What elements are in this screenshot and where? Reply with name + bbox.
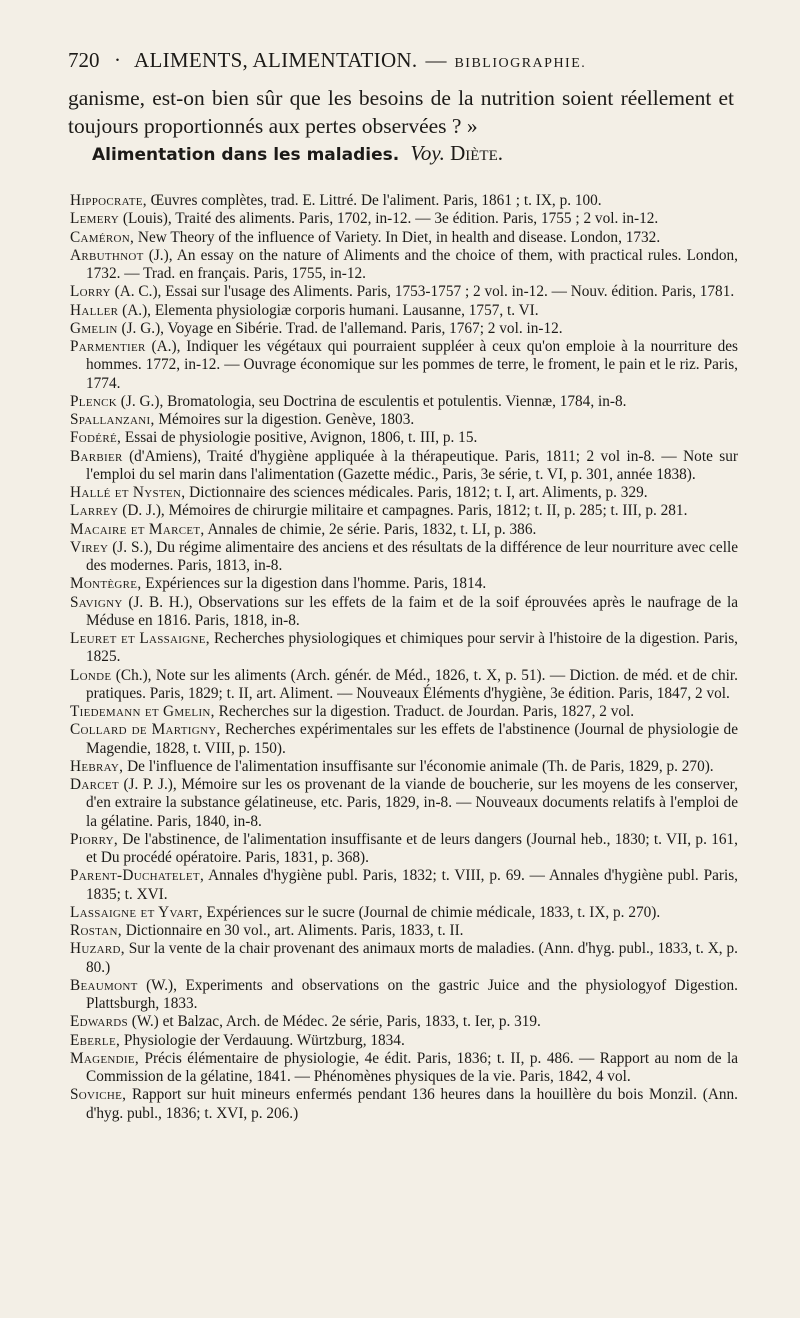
reference-entry [70,758,738,776]
reference-author: Eberle, [70,1031,121,1049]
reference-entry [70,940,738,977]
reference-text: Annales de chimie, 2e série. Paris, 1832, t. LI, p. 386. [204,520,537,538]
reference-author: Edwards [70,1013,128,1031]
reference-text: (J. G.), Bromatologia, seu Doctrina de esculentis et potulentis. Viennæ, 1784, in-8. [116,392,627,410]
reference-text: Œuvres complètes, trad. E. Littré. De l'aliment. Paris, 1861 ; t. IX, p. 100. [146,192,602,209]
header-title: ALIMENTS, ALIMENTATION. [134,48,418,72]
reference-text: Mémoires sur la digestion. Genève, 1803. [154,411,415,428]
reference-list [70,192,738,1123]
reference-author: Rostan, [70,922,122,939]
reference-text: De l'abstinence, de l'alimentation insuffisante et de leurs dangers (Journal heb., 1830; t. VII, p. 161, et Du procédé opératoire. Paris, 1831, p. 368). [86,830,738,866]
header-subtitle: BIBLIOGRAPHIE. [454,56,587,71]
reference-author: Macaire et Marcet, [70,520,205,538]
reference-entry [70,521,738,539]
reference-entry [70,502,738,520]
reference-text: Annales d'hygiène publ. Paris, 1832; t. VIII, p. 69. — Annales d'hygiène publ. Paris, 1835; t. XVI. [86,867,738,903]
section-title: Alimentation dans les maladies. [92,145,400,165]
reference-text: (J. G.), Voyage en Sibérie. Trad. de l'allemand. Paris, 1767; 2 vol. in-12. [117,319,563,337]
reference-text: De l'influence de l'alimentation insuffisante sur l'économie animale (Th. de Paris, 1829, p. 270). [123,757,714,775]
reference-text: Recherches physiologiques et chimiques pour servir à l'histoire de la digestion. Paris, 1825. [86,630,738,666]
section-target: Diète. [450,141,503,165]
reference-entry [70,867,738,904]
reference-entry [70,411,738,429]
reference-author: Huzard, [70,940,125,958]
reference-author: Parent-Duchatelet, [70,867,205,885]
reference-author: Fodéré, [70,429,122,447]
reference-text: Recherches expérimentales sur les effets de l'abstinence (Journal de physiologie de Magendie, 1828, t. VIII, p. 150). [86,721,738,757]
reference-entry [70,1013,738,1031]
header-bullet: · [114,48,121,72]
reference-entry [70,630,738,667]
reference-entry [70,1050,738,1087]
reference-author: Hebray, [70,757,124,775]
reference-text: (D. J.), Mémoires de chirurgie militaire et campagnes. Paris, 1812; t. II, p. 285; t. III, p. 281. [118,502,688,520]
reference-text: (J. B. H.), Observations sur les effets de la faim et de la soif éprouvées après le naufrage de la Méduse en 1816. Paris, 1818, in-8. [86,593,738,629]
reference-author: Barbier [70,447,123,465]
reference-entry [70,429,738,447]
reference-entry [70,703,738,721]
reference-author: Arbuthnot [70,246,144,264]
reference-author: Savigny [70,593,123,611]
reference-author: Magendie, [70,1049,140,1067]
reference-entry [70,1086,738,1123]
reference-text: Expériences sur le sucre (Journal de chimie médicale, 1833, t. IX, p. 270). [202,903,661,921]
reference-text: (J. P. J.), Mémoire sur les os provenant de la viande de boucherie, sur les moyens de les conserver, d'en extraire la substance gélatineuse, etc. Paris, 1829, in-8. — Nouveaux documents relatifs à l'emploi de la gélatine. Paris, 1840, in-8. [86,776,738,830]
reference-entry [70,448,738,485]
section-heading [92,140,732,168]
reference-text: (d'Amiens), Traité d'hygiène appliquée à la thérapeutique. Paris, 1811; 2 vol in-8. — Note sur l'emploi du sel marin dans l'alimentation (Gazette médic., Paris, 3e série, t. VI, p. 301, année 1838). [86,447,738,483]
reference-author: Plenck [70,392,117,410]
reference-entry [70,721,738,758]
reference-text: (J.), An essay on the nature of Aliments and the choice of them, with practical rules. London, 1732. — Trad. en français. Paris, 1755, in-12. [86,246,738,282]
running-header [68,48,748,73]
reference-entry [70,247,738,284]
reference-text: (Louis), Traité des aliments. Paris, 1702, in-12. — 3e édition. Paris, 1755 ; 2 vol. in-12. [119,210,659,228]
reference-author: Virey [70,538,109,556]
reference-entry [70,539,738,576]
reference-author: Montègre, [70,575,142,593]
reference-text: Précis élémentaire de physiologie, 4e édit. Paris, 1836; t. II, p. 486. — Rapport au nom de la Commission de la gélatine, 1841. — Phénomènes physiques de la vie. Paris, 1842, 4 vol. [86,1049,738,1085]
reference-entry [70,338,738,393]
reference-author: Caméron, [70,228,135,246]
reference-entry [70,210,738,228]
intro-paragraph: ganisme, est-on bien sûr que les besoins de la nutrition soient réellement et toujours proportionnés aux pertes observées ? » [68,86,734,138]
reference-entry [70,575,738,593]
reference-author: Leuret et Lassaigne, [70,630,210,647]
reference-author: Tiedemann et Gmelin, [70,703,215,720]
reference-entry [70,904,738,922]
reference-entry [70,320,738,338]
reference-text: New Theory of the influence of Variety. In Diet, in health and disease. London, 1732. [134,228,661,246]
reference-entry [70,1032,738,1050]
reference-text: Rapport sur huit mineurs enfermés pendant 136 heures dans la houillère du bois Monzil. (Ann. d'hyg. publ., 1836; t. XVI, p. 206.) [86,1086,738,1122]
reference-author: Haller [70,301,119,319]
reference-author: Beaumont [70,976,138,994]
reference-text: Essai de physiologie positive, Avignon, 1806, t. III, p. 15. [121,429,478,447]
reference-entry [70,922,738,940]
reference-author: Gmelin [70,319,118,337]
reference-author: Soviche, [70,1086,127,1104]
reference-text: Recherches sur la digestion. Traduct. de Jourdan. Paris, 1827, 2 vol. [214,703,635,720]
reference-entry [70,484,738,502]
reference-text: (A. C.), Essai sur l'usage des Aliments. Paris, 1753-1757 ; 2 vol. in-12. — Nouv. édition. Paris, 1781. [110,283,735,301]
reference-author: Collard de Martigny, [70,721,221,739]
reference-text: (A.), Elementa physiologiæ corporis humani. Lausanne, 1757, t. VI. [118,301,539,319]
reference-text: Physiologie der Verdauung. Würtzburg, 1834. [120,1031,405,1049]
reference-author: Lorry [70,283,111,301]
reference-entry [70,393,738,411]
reference-entry [70,831,738,868]
reference-author: Piorry, [70,830,119,848]
reference-text: (Ch.), Note sur les aliments (Arch. génér. de Méd., 1826, t. X, p. 51). — Diction. de méd. et de chir. pratiques. Paris, 1829; t. II, art. Aliment. — Nouveaux Éléments d'hygiène, 3e édition. Paris, 1847, 2 vol. [86,666,738,702]
reference-author: Hallé et Nysten, [70,484,186,501]
reference-text: Dictionnaire en 30 vol., art. Aliments. Paris, 1833, t. II. [121,922,464,939]
reference-entry [70,192,738,210]
reference-text: Sur la vente de la chair provenant des animaux morts de maladies. (Ann. d'hyg. publ., 1833, t. X, p. 80.) [86,940,738,976]
reference-author: Lemery [70,210,120,228]
page-number: 720 [68,48,100,72]
reference-author: Spallanzani, [70,411,155,428]
reference-text: Dictionnaire des sciences médicales. Paris, 1812; t. I, art. Aliments, p. 329. [185,484,648,501]
reference-author: Londe [70,666,112,684]
header-dash: — [425,48,447,72]
reference-text: (W.), Experiments and observations on the gastric Juice and the physiologyof Digestion. Plattsburgh, 1833. [86,976,738,1012]
reference-text: Expériences sur la digestion dans l'homme. Paris, 1814. [141,575,487,593]
reference-text: (J. S.), Du régime alimentaire des anciens et des résultats de la différence de leur nourriture avec celle des modernes. Paris, 1813, in-8. [86,538,738,574]
reference-author: Parmentier [70,338,146,355]
reference-entry [70,229,738,247]
reference-entry [70,302,738,320]
reference-text: (W.) et Balzac, Arch. de Médec. 2e série, Paris, 1833, t. Ier, p. 319. [127,1013,541,1031]
reference-entry [70,776,738,831]
reference-entry [70,594,738,631]
section-voy: Voy. [410,141,445,165]
reference-text: (A.), Indiquer les végétaux qui pourraient suppléer à ceux qu'on emploie à la nourriture des hommes. 1772, in-12. — Ouvrage économique sur les pommes de terre, le froment, le pain et le riz. Paris, 1774. [86,338,738,392]
reference-entry [70,977,738,1014]
reference-author: Darcet [70,776,119,793]
reference-author: Lassaigne et Yvart, [70,903,203,921]
reference-entry [70,283,738,301]
reference-entry [70,667,738,704]
reference-author: Larrey [70,502,119,520]
reference-author: Hippocrate, [70,192,147,209]
